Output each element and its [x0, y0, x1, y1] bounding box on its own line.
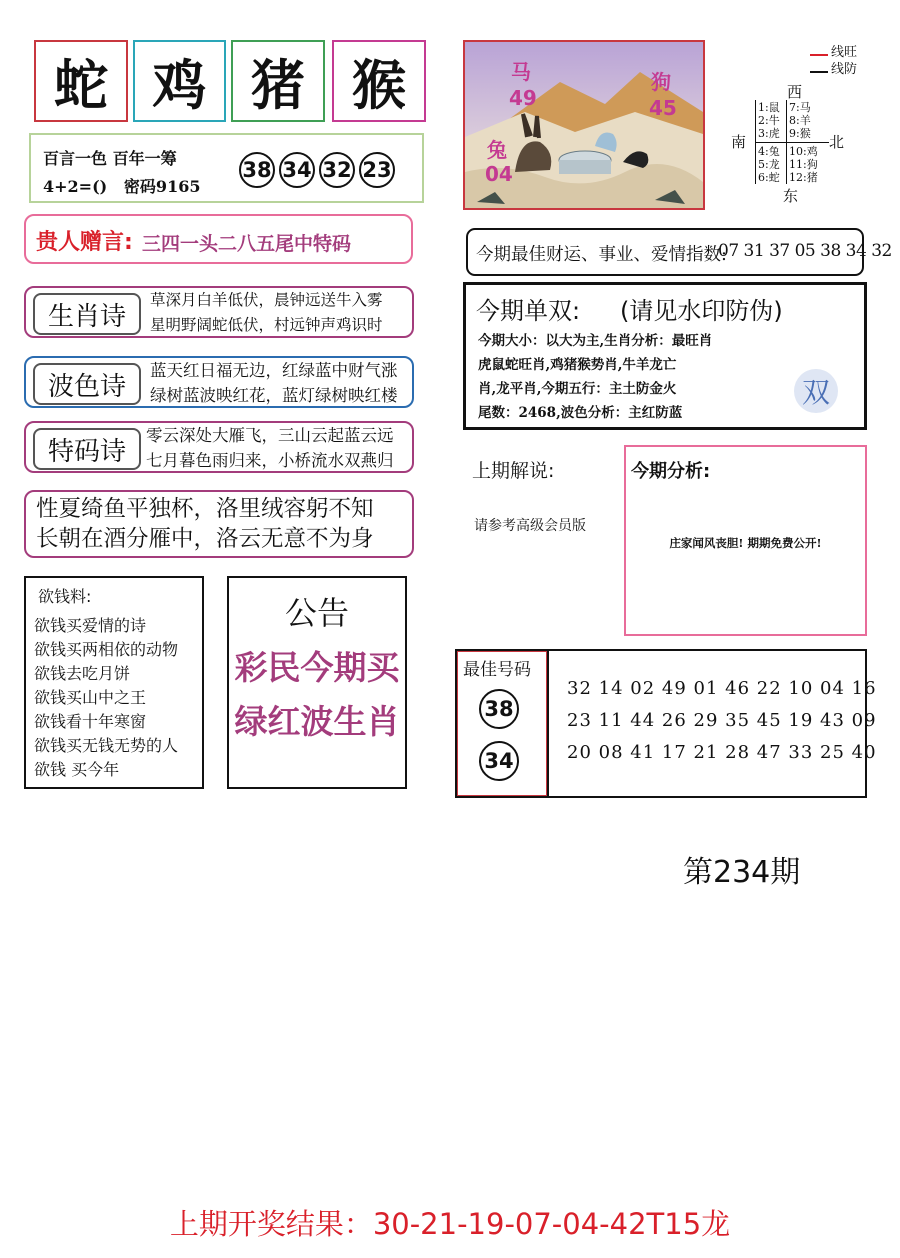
compass-item: 8:羊: [789, 114, 811, 127]
hundred-line-2: 4+2=() 密码9165: [43, 177, 201, 196]
best-grid: [567, 673, 877, 769]
poem-line: 七月暮色雨归来，小桥流水双燕归: [146, 451, 394, 470]
direction-east: 东: [783, 187, 799, 205]
compass-item: 12:猪: [789, 171, 818, 184]
compass-item: 9:猴: [789, 127, 811, 140]
notice-box: [227, 576, 407, 789]
number-row: 20 08 41 17 21 28 47 33 25 40: [567, 742, 877, 763]
fortune-numbers: 07 31 37 05 38 34 32: [718, 241, 892, 261]
compass-item: 7:马: [789, 101, 811, 114]
bose-poem-tag: 波色诗: [33, 363, 141, 405]
tema-poem-box: [24, 421, 414, 473]
big-poem-lines: [36, 494, 374, 554]
last-result: 上期开奖结果：30-21-19-07-04-42T15龙: [169, 1207, 731, 1241]
danshuang-box: [463, 282, 867, 430]
compass: [725, 40, 875, 210]
shengxiao-poem-lines: [150, 288, 383, 338]
poem-line: 性夏绮鱼平独杯，洛里绒容躬不知: [36, 496, 374, 522]
danshuang-lines: [478, 329, 712, 425]
shengxiao-poem-tag: 生肖诗: [33, 293, 141, 335]
last-explain-text: 请参考高级会员版: [474, 518, 586, 534]
legend-line-black: [810, 71, 828, 73]
analysis-title: 今期分析:: [631, 461, 711, 482]
watermark-stamp: 双: [794, 369, 838, 413]
zodiac-box-2: 鸡: [133, 40, 226, 122]
poem-line: 长朝在酒分雁中，洛云无意不为身: [36, 526, 374, 552]
legend-label-1: 线旺: [831, 45, 858, 60]
compass-item: 4:兔: [758, 145, 780, 158]
yuqian-box: [24, 576, 204, 789]
zodiac-box-1: 蛇: [34, 40, 128, 122]
best-ball: 34: [479, 741, 519, 781]
yuqian-list: [34, 614, 178, 782]
analysis-line: 尾数：2468,波色分析：主红防蓝: [478, 405, 683, 421]
poem-line: 草深月白羊低伏，晨钟远送牛入雾: [150, 291, 383, 309]
illustration: [463, 40, 705, 210]
danshuang-title: 今期单双:: [476, 297, 581, 325]
legend-label-2: 线防: [831, 62, 858, 77]
compass-item: 2:牛: [758, 114, 780, 127]
best-title: 最佳号码: [463, 660, 531, 680]
best-left-panel: [457, 651, 549, 796]
compass-item: 5:龙: [758, 158, 780, 171]
issue-number: 第234期: [683, 855, 801, 890]
direction-south: 南: [731, 133, 747, 151]
number-ball: 23: [359, 152, 395, 188]
analysis-line: 今期大小：以大为主,生肖分析：最旺肖: [478, 333, 713, 349]
best-ball: 38: [479, 689, 519, 729]
compass-item: 11:狗: [789, 158, 818, 171]
analysis-line: 虎鼠蛇旺肖,鸡猪猴势肖,牛羊龙亡: [478, 357, 677, 373]
yuqian-title: 欲钱料:: [38, 587, 92, 606]
analysis-line: 肖,龙平肖,今期五行：主土防金火: [478, 381, 677, 397]
number-row: 32 14 02 49 01 46 22 10 04 16: [567, 678, 877, 699]
guiren-label: 贵人赠言:: [36, 230, 133, 255]
poem-line: 绿树蓝波映红花，蓝灯绿树映红楼: [150, 386, 398, 405]
list-item: 欲钱买山中之王: [34, 688, 147, 707]
poem-line: 星明野阔蛇低伏，村远钟声鸡识时: [150, 316, 383, 334]
compass-item: 1:鼠: [758, 101, 780, 114]
compass-item: 3:虎: [758, 127, 780, 140]
bose-poem-lines: [150, 358, 398, 408]
zodiac-box-3: 猪: [231, 40, 325, 122]
guiren-text: 三四一头二八五尾中特码: [142, 233, 352, 255]
label-dog: 狗: [651, 70, 671, 94]
notice-title: 公告: [284, 594, 349, 632]
danshuang-note: (请见水印防伪): [620, 297, 783, 325]
hundred-line-1: 百言一色 百年一筹: [43, 149, 177, 168]
fortune-label: 今期最佳财运、事业、爱情指数:: [476, 245, 727, 265]
fortune-box: [466, 228, 892, 276]
label-rabbit: 兔: [487, 138, 507, 162]
bose-poem-box: [24, 356, 414, 408]
hundred-box: [29, 133, 424, 203]
big-poem-box: [24, 490, 414, 558]
hundred-balls: [239, 152, 399, 188]
number-ball: 34: [279, 152, 315, 188]
label-dog-num: 45: [649, 96, 677, 120]
poem-line: 零云深处大雁飞，三山云起蓝云远: [146, 426, 394, 445]
label-horse-num: 49: [509, 86, 537, 110]
analysis-box: [624, 445, 867, 636]
poem-line: 蓝天红日福无边，红绿蓝中财气涨: [150, 361, 398, 380]
list-item: 欲钱去吃月饼: [34, 664, 131, 683]
list-item: 欲钱买无钱无势的人: [34, 736, 179, 755]
list-item: 欲钱买爱情的诗: [34, 616, 147, 635]
list-item: 欲钱看十年寒窗: [34, 712, 147, 731]
compass-item: 10:鸡: [789, 145, 818, 158]
list-item: 欲钱买两相依的动物: [34, 640, 179, 659]
legend-line-red: [810, 54, 828, 56]
compass-item: 6:蛇: [758, 171, 780, 184]
label-rabbit-num: 04: [485, 162, 513, 186]
analysis-text: 庄家闻风丧胆! 期期免费公开!: [669, 536, 822, 550]
number-row: 23 11 44 26 29 35 45 19 43 09: [567, 710, 877, 731]
guiren-box: [24, 214, 413, 264]
label-horse: 马: [511, 60, 531, 84]
number-ball: 32: [319, 152, 355, 188]
zodiac-box-4: 猴: [332, 40, 426, 122]
notice-line-2: 绿红波生肖: [234, 702, 400, 741]
compass-line-h: [755, 142, 829, 143]
shengxiao-poem-box: [24, 286, 414, 338]
list-item: 欲钱 买今年: [34, 760, 120, 779]
tema-poem-lines: [146, 423, 394, 473]
direction-west: 西: [787, 83, 803, 101]
notice-line-1: 彩民今期买: [234, 648, 400, 687]
best-box: [455, 649, 877, 798]
tema-poem-tag: 特码诗: [33, 428, 141, 470]
direction-north: 北: [829, 133, 845, 151]
number-ball: 38: [239, 152, 275, 188]
last-explain-title: 上期解说:: [472, 460, 555, 482]
